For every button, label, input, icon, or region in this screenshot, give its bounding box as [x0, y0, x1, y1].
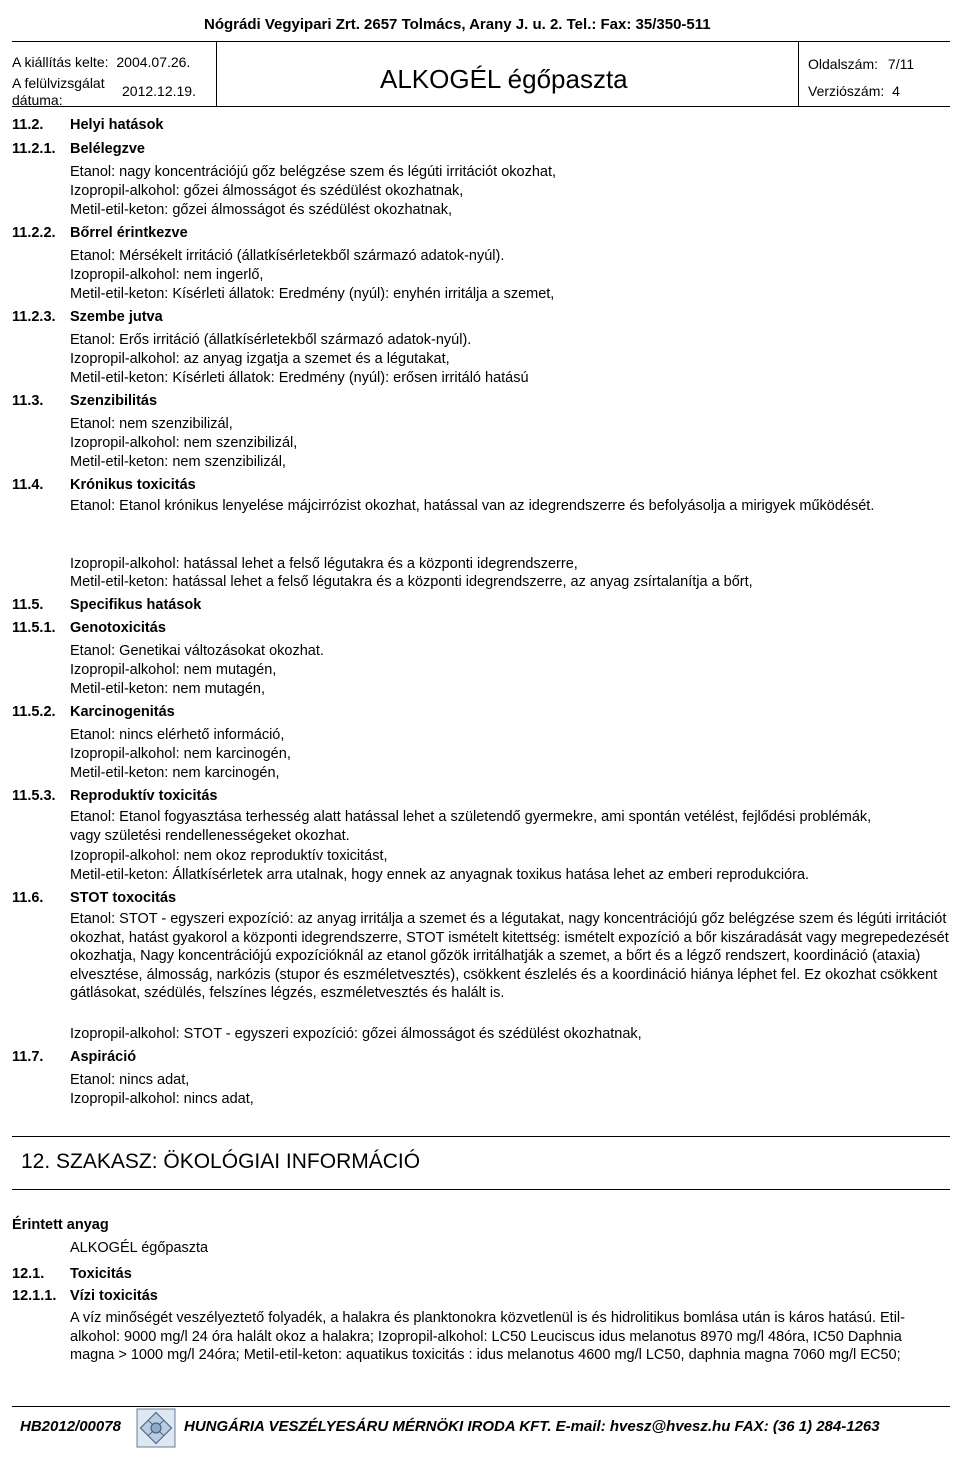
text-paragraph: Etanol: STOT - egyszeri expozíció: az anyag irritálja a szemet és a légutakat, nagy koncentrációjú gőz belégzése szem és légúti irritációt okozhat, hatást gyakorol a központi idegrendszerre, STOT ismételt kitettség: ismételt expozíció a bőr kiszáradását vagy megrepedezését okozhatja, Nagy koncentrációjú expozícióknál az etanol gőzök irritálhatják a szemet, a bőrt és a légző rendszert, koordináció (ataxia) elvesztése, álmosság, narkózis (stupor és eszméletvesztés), csökkent észlelés és a koordináció hiánya léphet fel. Ez okozhat csökkent gátlásokat, szédülés, felszínes légzés, eszméletvesztés és halált is. [70, 911, 949, 1001]
affected-substance-label: Érintett anyag [12, 1217, 109, 1233]
text-line: Etanol: Genetikai változásokat okozhat. [70, 643, 324, 659]
company-header: Nógrádi Vegyipari Zrt. 2657 Tolmács, Arany J. u. 2. Tel.: Fax: 35/350-511 [204, 16, 711, 33]
section-number: 11.4. [12, 477, 44, 493]
text-line: Etanol: nem szenzibilizál, [70, 416, 233, 432]
text-line: Metil-etil-keton: nem karcinogén, [70, 765, 280, 781]
section-number: 11.2. [12, 117, 44, 133]
issue-date-row [12, 54, 190, 70]
footer-contact: HUNGÁRIA VESZÉLYESÁRU MÉRNÖKI IRODA KFT. E-mail: hvesz@hvesz.hu FAX: (36 1) 284-1263 [184, 1418, 880, 1435]
section-number: 11.2.3. [12, 309, 56, 325]
text-line: Metil-etil-keton: Kísérleti állatok: Eredmény (nyúl): enyhén irritálja a szemet, [70, 286, 555, 302]
text-line: Izopropil-alkohol: az anyag izgatja a szemet és a légutakat, [70, 351, 450, 367]
text-line: Metil-etil-keton: nem mutagén, [70, 681, 266, 697]
section-title: Szenzibilitás [70, 393, 158, 409]
text-paragraph: Etanol: Etanol fogyasztása terhesség alatt hatással lehet a születendő gyermekre, ami spontán vetélést, fejlődési problémák, vagy születési rendellenességeket okozhat. [70, 809, 872, 844]
section-title: Krónikus toxicitás [70, 477, 196, 493]
review-label: A felülvizsgálat dátuma: [12, 75, 105, 108]
header-divider [216, 41, 217, 107]
header-divider [798, 41, 799, 107]
text-line: Metil-etil-keton: hatással lehet a felső légutakra és a központi idegrendszerre, az anyag zsírtalanítja a bőrt, [70, 574, 753, 590]
section-number: 11.3. [12, 393, 44, 409]
section-number: 11.5.2. [12, 704, 56, 720]
section-number: 11.7. [12, 1049, 44, 1065]
section-number: 12.1. [12, 1266, 45, 1282]
text-line: Etanol: nincs elérhető információ, [70, 727, 285, 743]
section-title: Szembe jutva [70, 309, 163, 325]
section-title: Karcinogenitás [70, 704, 175, 720]
section-title: Bőrrel érintkezve [70, 225, 188, 241]
page-number: Oldalszám: 7/11 [808, 56, 915, 72]
text-line: Izopropil-alkohol: STOT - egyszeri expozíció: gőzei álmosságot és szédülést okozhatnak, [70, 1026, 642, 1042]
product-title: ALKOGÉL égőpaszta [380, 64, 628, 94]
text-line: Izopropil-alkohol: hatással lehet a felső légutakra és a központi idegrendszerre, [70, 556, 578, 572]
text-line: Etanol: Erős irritáció (állatkísérletekből származó adatok-nyúl). [70, 332, 472, 348]
section-number: 11.6. [12, 890, 44, 906]
issue-label: A kiállítás kelte: [12, 54, 109, 70]
text-line: Etanol: Mérsékelt irritáció (állatkísérletekből származó adatok-nyúl). [70, 248, 505, 264]
section-number: 12.1.1. [12, 1288, 57, 1304]
section-number: 11.5.3. [12, 788, 56, 804]
section-title: Vízi toxicitás [70, 1288, 158, 1304]
section-title: STOT toxocitás [70, 890, 177, 906]
text-line: Izopropil-alkohol: nem okoz reproduktív toxicitást, [70, 848, 388, 864]
section-number: 11.2.2. [12, 225, 56, 241]
company-logo-icon [136, 1408, 176, 1448]
section-title: Toxicitás [70, 1266, 132, 1282]
section-title: Specifikus hatások [70, 597, 202, 613]
text-paragraph: A víz minőségét veszélyeztető folyadék, a halakra és planktonokra közvetlenül is és hidrolitikus bomlása után is káros hatású. Etil-alkohol: 9000 mg/l 24 óra halált okoz a halakra; Izopropil-alkohol: LC50 Leuciscus idus melanotus 8970 mg/l 48óra, IC50 Daphnia magna > 1000 mg/l 24óra; Metil-etil-keton: aquatikus toxicitás : idus melanotus 4600 mg/l LC50, daphnia magna 7060 mg/l EC50; [70, 1310, 905, 1363]
text-line: Izopropil-alkohol: gőzei álmosságot és szédülést okozhatnak, [70, 183, 464, 199]
section-title: Genotoxicitás [70, 620, 166, 636]
section-title: Reproduktív toxicitás [70, 788, 218, 804]
text-line: Izopropil-alkohol: nincs adat, [70, 1091, 254, 1107]
section-title: Belélegzve [70, 141, 145, 157]
issue-date: 2004.07.26. [116, 54, 191, 70]
section-number: 11.2.1. [12, 141, 56, 157]
text-line: Izopropil-alkohol: nem karcinogén, [70, 746, 291, 762]
review-date: 2012.12.19. [122, 83, 196, 99]
text-line: Etanol: nagy koncentrációjú gőz belégzése szem és légúti irritációt okozhat, [70, 164, 557, 180]
text-line: Metil-etil-keton: nem szenzibilizál, [70, 454, 286, 470]
section-12-title: 12. SZAKASZ: ÖKOLÓGIAI INFORMÁCIÓ [21, 1150, 421, 1173]
section-title: Helyi hatások [70, 117, 164, 133]
section-title: Aspiráció [70, 1049, 137, 1065]
version-number: Verziószám: 4 [808, 83, 900, 99]
text-line: Izopropil-alkohol: nem mutagén, [70, 662, 277, 678]
section-number: 11.5.1. [12, 620, 56, 636]
text-line: Metil-etil-keton: gőzei álmosságot és szédülést okozhatnak, [70, 202, 453, 218]
text-line: Izopropil-alkohol: nem ingerlő, [70, 267, 264, 283]
document-code: HB2012/00078 [20, 1418, 121, 1435]
text-line: Izopropil-alkohol: nem szenzibilizál, [70, 435, 298, 451]
text-paragraph: Etanol: Etanol krónikus lenyelése májcirrózist okozhat, hatással van az idegrendszerre és befolyásolja a mirigyek működését. [70, 498, 875, 514]
header-bottom-rule [12, 106, 950, 107]
text-line: Metil-etil-keton: Állatkísérletek arra utalnak, hogy ennek az anyagnak toxikus hatása lehet az emberi reprodukcióra. [70, 867, 810, 883]
section-number: 11.5. [12, 597, 44, 613]
affected-substance-value: ALKOGÉL égőpaszta [70, 1240, 209, 1256]
text-line: Etanol: nincs adat, [70, 1072, 190, 1088]
text-line: Metil-etil-keton: Kísérleti állatok: Eredmény (nyúl): erősen irritáló hatású [70, 370, 529, 386]
